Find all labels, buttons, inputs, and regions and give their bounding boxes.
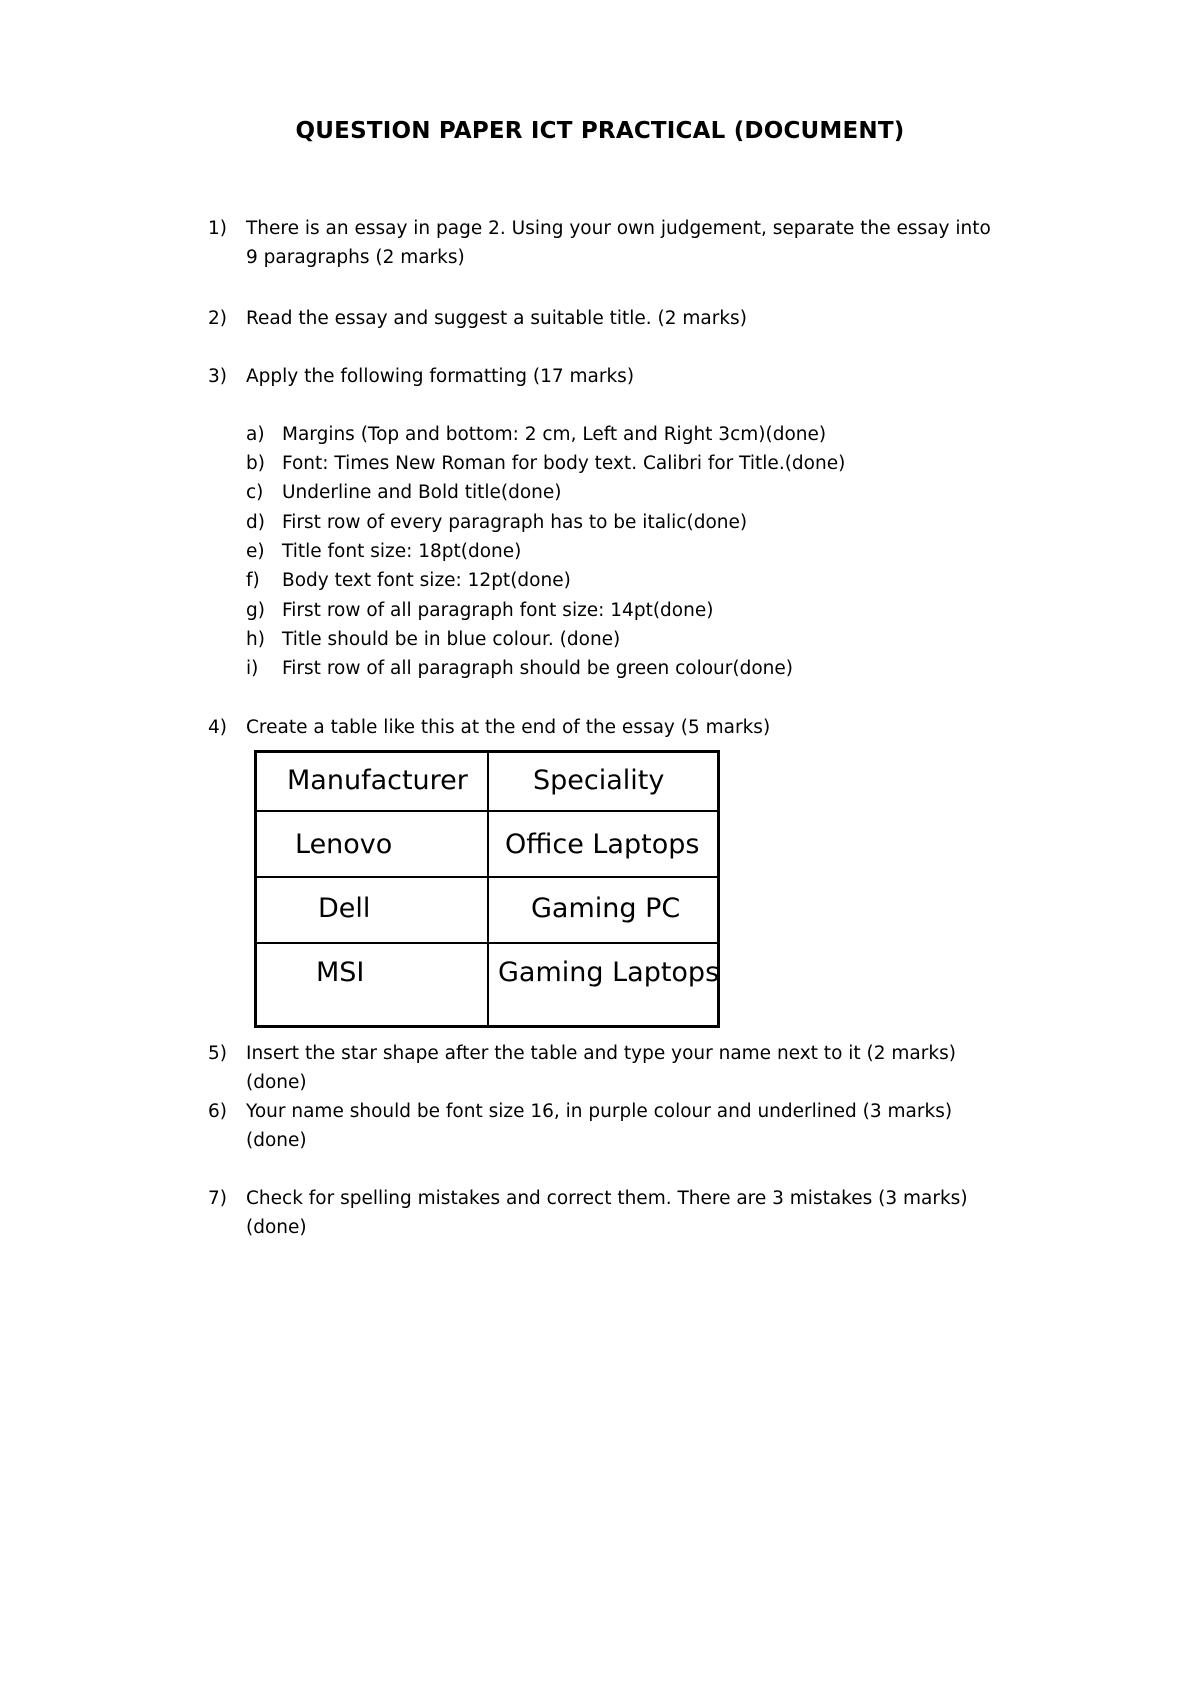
table-header-manufacturer: Manufacturer [287, 765, 468, 796]
question-number: 4) [208, 717, 227, 738]
table-cell: MSI [316, 957, 365, 988]
table-row-divider [257, 942, 717, 944]
item-text: First row of all paragraph should be green colour(done) [282, 658, 793, 679]
question-text: There is an essay in page 2. Using your own judgement, separate the essay into 9 paragraphs (2 marks) [246, 218, 991, 268]
question-number: 3) [208, 366, 227, 387]
table-cell: Office Laptops [505, 829, 700, 860]
question-number: 1) [208, 218, 227, 239]
question-number: 6) [208, 1101, 227, 1122]
item-letter: i) [246, 658, 259, 679]
item-letter: g) [246, 600, 265, 621]
page-title: QUESTION PAPER ICT PRACTICAL (DOCUMENT) [295, 118, 905, 144]
question-text: Create a table like this at the end of the essay (5 marks) [246, 717, 771, 738]
item-text: Body text font size: 12pt(done) [282, 570, 571, 591]
table-row-divider [257, 810, 717, 812]
item-letter: c) [246, 482, 264, 503]
question-number: 5) [208, 1043, 227, 1064]
table-row-divider [257, 876, 717, 878]
item-text: Title should be in blue colour. (done) [282, 629, 621, 650]
question-number: 7) [208, 1188, 227, 1209]
sample-table [254, 750, 720, 1028]
question-text: Read the essay and suggest a suitable title. (2 marks) [246, 308, 747, 329]
table-column-divider [487, 753, 489, 1025]
item-text: Underline and Bold title(done) [282, 482, 562, 503]
question-text: Insert the star shape after the table and type your name next to it (2 marks)(done) [246, 1043, 956, 1093]
question-number: 2) [208, 308, 227, 329]
item-letter: a) [246, 424, 265, 445]
table-cell: Gaming Laptops [498, 957, 720, 988]
item-text: Margins (Top and bottom: 2 cm, Left and Right 3cm)(done) [282, 424, 827, 445]
table-cell: Gaming PC [531, 893, 681, 924]
question-text: Apply the following formatting (17 marks) [246, 366, 635, 387]
item-text: Title font size: 18pt(done) [282, 541, 522, 562]
question-text: Your name should be font size 16, in purple colour and underlined (3 marks)(done) [246, 1101, 953, 1151]
item-letter: h) [246, 629, 265, 650]
item-letter: b) [246, 453, 265, 474]
item-text: Font: Times New Roman for body text. Calibri for Title.(done) [282, 453, 846, 474]
table-header-speciality: Speciality [533, 765, 665, 796]
table-cell: Lenovo [295, 829, 393, 860]
item-text: First row of all paragraph font size: 14pt(done) [282, 600, 714, 621]
table-cell: Dell [318, 893, 371, 924]
question-text: Check for spelling mistakes and correct them. There are 3 mistakes (3 marks)(done) [246, 1188, 968, 1238]
item-letter: e) [246, 541, 265, 562]
item-letter: d) [246, 512, 265, 533]
item-letter: f) [246, 570, 260, 591]
item-text: First row of every paragraph has to be italic(done) [282, 512, 748, 533]
